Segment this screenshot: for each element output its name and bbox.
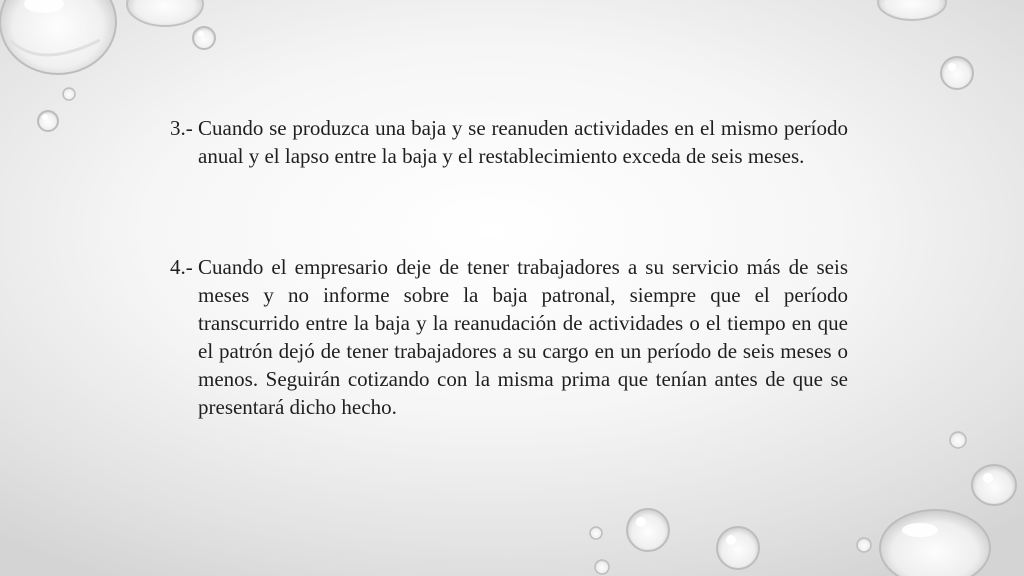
slide-body [170, 114, 848, 421]
drop-bottom-center-4 [595, 560, 609, 574]
list-item-text: Cuando el empresario deje de tener trabajadores a su servicio más de seis meses y no informe sobre la baja patronal, siempre que el período transcurrido entre la baja y la reanudación de actividades o el tiempo en que el patrón dejó de tener trabajadores a su cargo en un período de seis meses o menos. Seguirán cotizando con la misma prima que tenían antes de que se presentará dicho hecho. [198, 255, 848, 419]
list-item [170, 114, 848, 170]
drop-bottom-center-2 [717, 527, 759, 569]
drop-bottom-right-1 [950, 432, 966, 448]
drop-bottom-right-3 [857, 538, 871, 552]
list-item-number: 4.- [170, 255, 193, 279]
drop-top-left-5 [38, 111, 58, 131]
list-item [170, 253, 848, 421]
drop-top-right-1 [878, 0, 946, 20]
drop-top-left-3 [193, 27, 215, 49]
drop-bottom-right-large [880, 510, 990, 576]
drop-top-left-2 [127, 0, 203, 26]
drop-bottom-center-3 [590, 527, 602, 539]
drop-top-right-2 [941, 57, 973, 89]
drop-top-left-4 [63, 88, 75, 100]
list-item-text: Cuando se produzca una baja y se reanuden actividades en el mismo período anual y el lapso entre la baja y el restablecimiento exceda de seis meses. [198, 116, 848, 168]
drop-bottom-center-1 [627, 509, 669, 551]
drop-bottom-right-2 [972, 465, 1016, 505]
list-item-number: 3.- [170, 116, 193, 140]
drop-large-top-left [0, 0, 116, 74]
